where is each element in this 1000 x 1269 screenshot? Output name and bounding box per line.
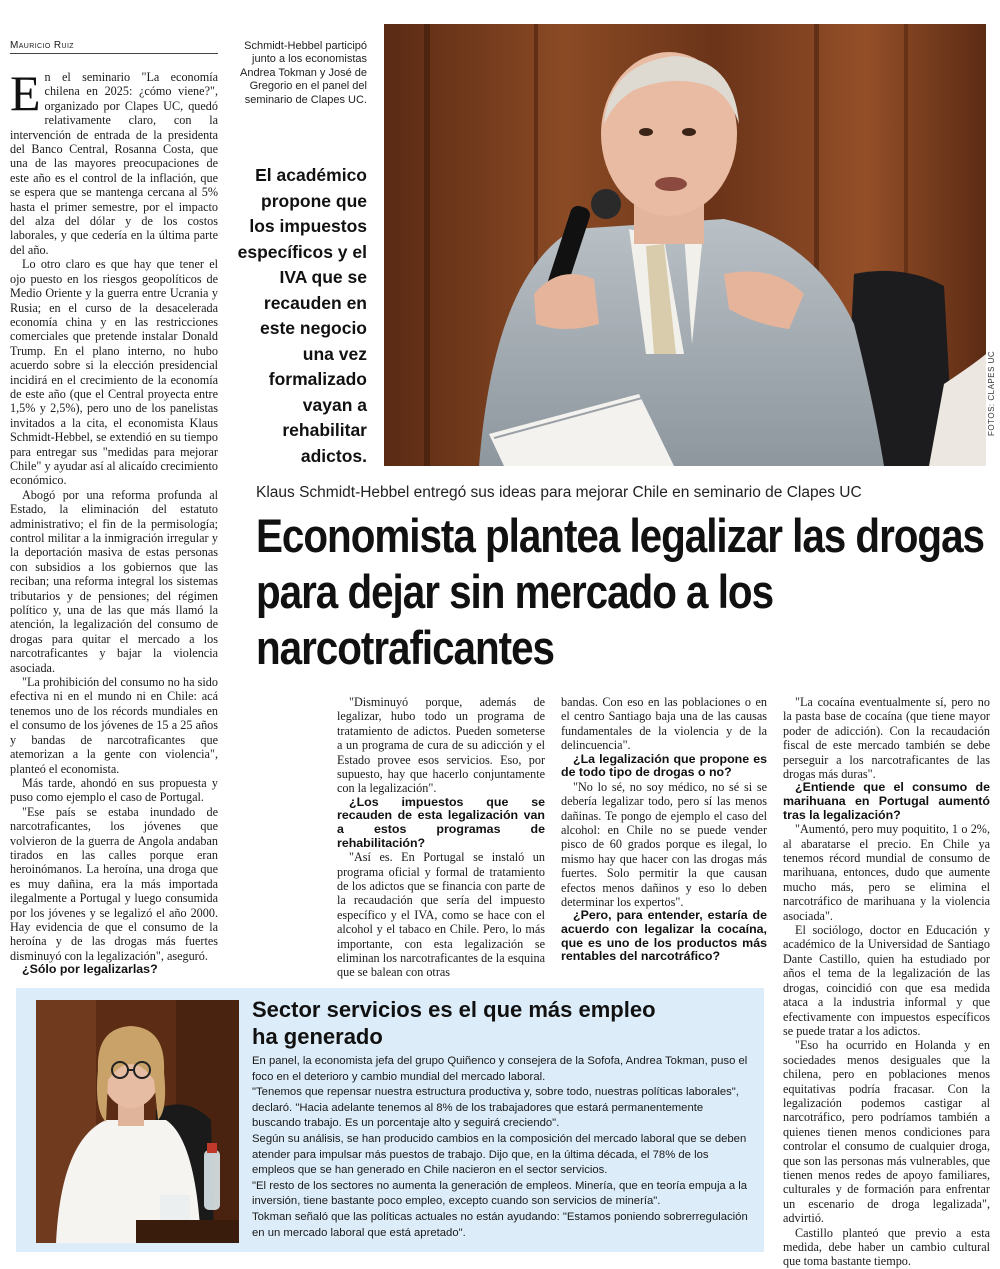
paragraph: "Ese país se estaba inundado de narcotraficantes, los jóvenes que volvieron de la guerra de Angola andaban tirados en las calles porque eran heroinómanos. La heroína, una droga que es muy dañina, era la más importada ilegalmente a Portugal y luego consumida por los jóvenes y se legalizó el año 2000. Hay evidencia de que el consumo de la heroína y de las drogas más fuertes disminuyó con la legalización", aseguró. bbox=[10, 804, 218, 963]
pull-quote: El académico propone que los impuestos específicos y el IVA que se recauden en este negocio una vez formalizado vayan a rehabilitar adictos. bbox=[237, 165, 367, 466]
paragraph: Abogó por una reforma profunda al Estado, la eliminación del estatuto administrativo; el fin de la permisología; control militar a la inmigración irregular y la deportación masiva de estas personas con subsidios a los gobiernos que las reciban; una reforma integral los sistemas tributarios y de pensiones; del régimen político y, una de las que más llamó la atención, la legalización del consumo de drogas para quitar el mercado a los narcotraficantes y bajar la violencia asociada. bbox=[10, 487, 218, 675]
sidebar-box bbox=[16, 988, 764, 1252]
article-column-1 bbox=[10, 65, 218, 977]
article-column-4 bbox=[783, 695, 990, 1269]
paragraph: "La cocaína eventualmente sí, pero no la pasta base de cocaína (que tiene mayor poder de adicción). Con la recaudación fiscal de este mercado también se debe perseguir a los narcotraficantes de las drogas más duras". bbox=[783, 695, 990, 782]
drop-cap: E bbox=[10, 65, 41, 121]
sidebar-text bbox=[252, 1054, 752, 1241]
interview-question: ¿Los impuestos que se recauden de esta legalización van a estos programas de rehabilitación? bbox=[337, 794, 545, 850]
article-column-3 bbox=[561, 695, 767, 964]
paragraph: n el seminario "La economía chilena en 2025: ¿cómo viene?", organizado por Clapes UC, quedó relativamente claro, con la intervención de entrada de la presidenta del Banco Central, Rosanna Costa, que una de las mayores preocupaciones de este año es el control de la inflación, que se espera que se mantenga cercana al 5% hasta el primer semestre, por el impacto del alza del dólar y de los costos laborales, y que cedería en la última parte del año. bbox=[10, 70, 218, 257]
photo-caption: Schmidt-Hebbel participó junto a los economistas Andrea Tokman y José de Gregorio en el panel del seminario de Clapes UC. bbox=[240, 40, 367, 106]
paragraph: "Tenemos que repensar nuestra estructura productiva y, sobre todo, nuestras políticas laborales", declaró. "Hacia adelante tenemos al 8% de los trabajadores que estará permanentemente buscando trabajo. Es un porcentaje alto y seguirá creciendo". bbox=[252, 1086, 739, 1130]
speaker-photo-illustration bbox=[384, 24, 986, 466]
paragraph: En panel, la economista jefa del grupo Quiñenco y consejera de la Sofofa, Andrea Tokman, puso el foco en el deterioro y cambio mundial del mercado laboral. bbox=[252, 1055, 748, 1083]
article-column-2 bbox=[337, 695, 545, 980]
paragraph: El sociólogo, doctor en Educación y académico de la Universidad de Santiago Dante Castillo, quien ha estudiado por años el tema de la legalización de las drogas, coincidió con que esa medida ataca a la industria informal y que efectivamente con impuestos específicos se puede tratar a los adictos. bbox=[783, 923, 990, 1038]
paragraph: Según su análisis, se han producido cambios en la composición del mercado laboral que se deben atender para impulsar más puestos de trabajo. Dijo que, en la última década, el 78% de los empleos que se han generado en Chile nacieron en el sector servicios. bbox=[252, 1132, 747, 1177]
paragraph: "La prohibición del consumo no ha sido efectiva ni en el mundo ni en Chile: acá tenemos uno de los récords mundiales en el consumo de los jóvenes de 15 a 25 años y bandas de narcotraficantes que atemorizan a la gente con violencia", planteó el economista. bbox=[10, 675, 218, 776]
interview-question: ¿Pero, para entender, estaría de acuerdo con legalizar la cocaína, que es uno de los productos más rentables del narcotráfico? bbox=[561, 908, 767, 964]
paragraph: "Así es. En Portugal se instaló un programa oficial y formal de tratamiento de los adictos que se financia con parte de la recaudación que sería del impuesto específico y el IVA, como se hace con el alcohol y el tabaco en Chile. Pero, lo más importante, con esta legalización se eliminan los narcotraficantes de la esquina que se balean con otras bbox=[337, 850, 545, 980]
headline: Economista plantea legalizar las drogas para dejar sin mercado a los narcotraficantes bbox=[256, 509, 984, 674]
paragraph: Tokman señaló que las políticas actuales no están ayudando: "Estamos poniendo sobrerregulación en un mercado laboral que está apretado". bbox=[252, 1210, 748, 1239]
photo-credit: FOTOS: CLAPES UC bbox=[987, 350, 996, 436]
main-photo bbox=[384, 24, 986, 466]
sidebar-title: Sector servicios es el que más empleo ha generado bbox=[252, 997, 656, 1049]
paragraph: Lo otro claro es que hay que tener el ojo puesto en los riesgos geopolíticos de Medio Oriente y la guerra entre Ucrania y Rusia; en el curso de la desacelerada economía china y en las restricciones comerciales que pretende instalar Donald Trump. En el plano interno, no hubo acuerdo sobre si la elección presidencial incidirá en el crecimiento de la economía de este año (que el Central proyecta entre 1,5% y 2,5%), pero uno de los panelistas invitados a la cita, el economista Klaus Schmidt-Hebbel, se extendió en su tiempo para entregar sus "medidas para mejorar Chile" y ayudar así al alicaído crecimiento económico. bbox=[10, 257, 218, 488]
sidebar-photo bbox=[36, 1000, 239, 1243]
byline: Mauricio Ruiz bbox=[10, 40, 218, 54]
interview-question: ¿La legalización que propone es de todo tipo de drogas o no? bbox=[561, 751, 767, 780]
paragraph: Más tarde, ahondó en sus propuesta y puso como ejemplo el caso de Portugal. bbox=[10, 775, 218, 805]
paragraph: bandas. Con eso en las poblaciones o en el centro Santiago baja una de las causas fundamentales de la violencia y de la delincuencia". bbox=[561, 695, 767, 753]
paragraph: Castillo planteó que previo a esta medida, debe haber un cambio cultural que toma bastante tiempo. bbox=[783, 1225, 990, 1269]
paragraph: "El resto de los sectores no aumenta la generación de empleos. Minería, que en teoría empuja a la inversión, tiene bastante poco empleo, excepto cuando son servicios de minería". bbox=[252, 1179, 748, 1208]
kicker: Klaus Schmidt-Hebbel entregó sus ideas para mejorar Chile en seminario de Clapes UC bbox=[256, 484, 862, 501]
paragraph: "No lo sé, no soy médico, no sé si se debería legalizar todo, pero sí las menos dañinas. Te pongo de ejemplo el caso del alcohol: en Chile no se puede vender pisco de 60 grados porque es ilegal, lo mismo hay que hacer con las drogas más fuertes. Solo permitir la que causan efectos menos dañinos y eso lo deben determinar los expertos". bbox=[561, 779, 767, 910]
paragraph: "Disminuyó porque, además de legalizar, hubo todo un programa de tratamiento de adictos. Pueden someterse a un programa de cura de su adicción y el Estado provee esos servicios. Eso, por supuesto, hay que hacerlo conjuntamente con la legalización". bbox=[337, 695, 545, 796]
paragraph: "Eso ha ocurrido en Holanda y en sociedades menos desiguales que la chilena, pero en poblaciones menos equitativas podría fracasar. Con la legalización podemos castigar al narcotráfico, pero podríamos también a quienes tienen menos condiciones para controlar el consumo de cualquier droga, que son las personas más vulnerables, que tienen menos redes de apoyo familiares, culturales y de formación para enfrentar un escenario de droga legalizada", advirtió. bbox=[783, 1038, 990, 1226]
paragraph: "Aumentó, pero muy poquitito, 1 o 2%, al abaratarse el precio. En Chile ya tenemos récord mundial de consumo de marihuana, entonces, dudo que aumente mucho más, pero se elimina el narcotráfico de marihuana y la violencia asociada". bbox=[783, 822, 990, 923]
panelist-photo-illustration bbox=[36, 1000, 239, 1243]
interview-question: ¿Sólo por legalizarlas? bbox=[22, 962, 158, 977]
interview-question: ¿Entiende que el consumo de marihuana en Portugal aumentó tras la legalización? bbox=[783, 780, 990, 822]
